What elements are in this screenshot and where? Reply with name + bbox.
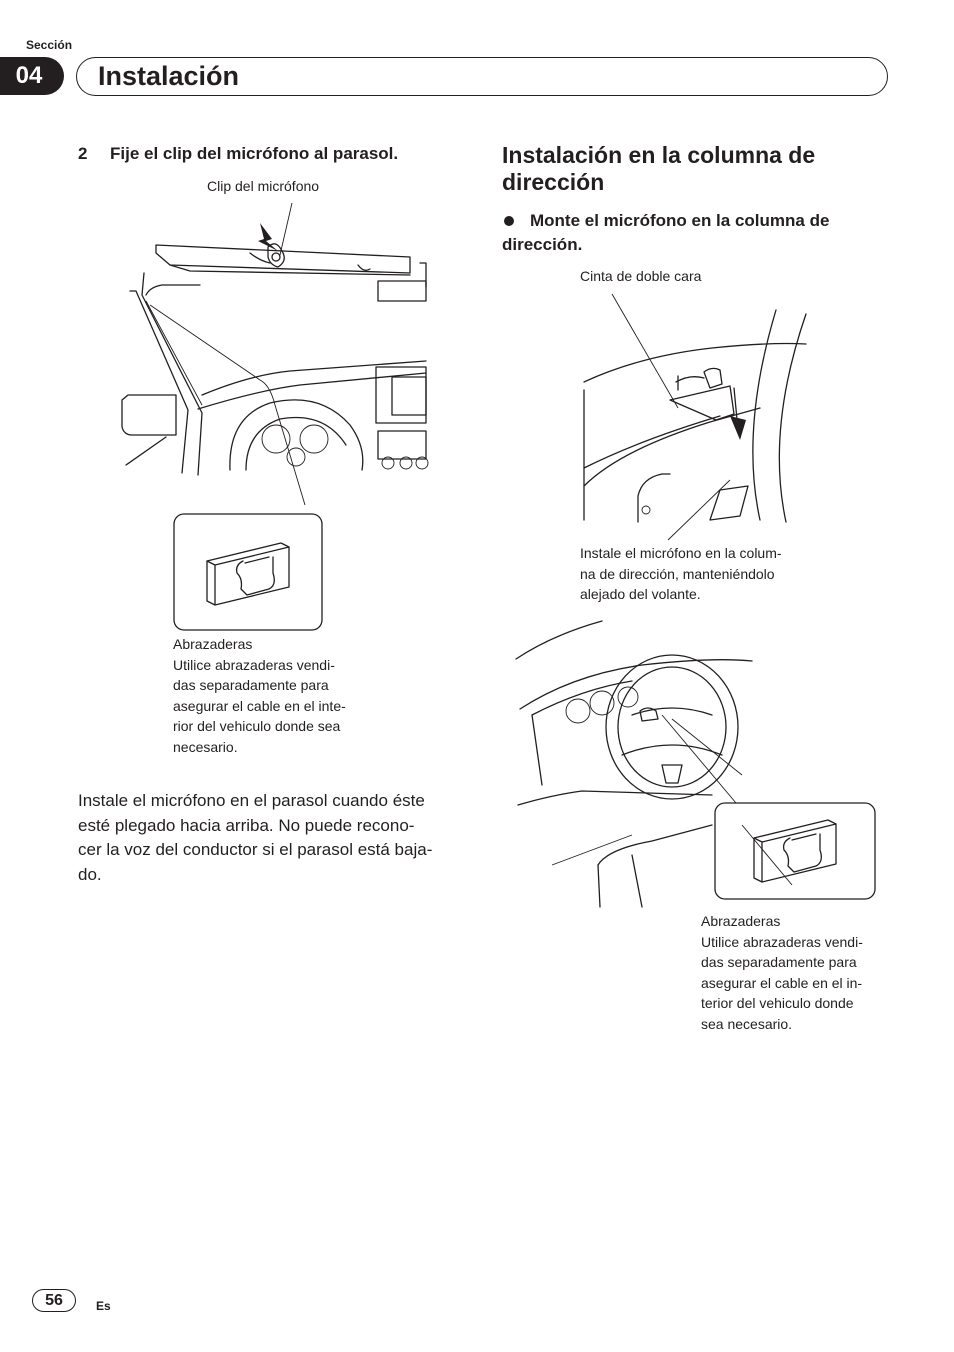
body-paragraph bbox=[78, 789, 478, 887]
clamps-line: sea necesario. bbox=[701, 1015, 793, 1032]
install-caption bbox=[580, 543, 782, 605]
step-heading bbox=[78, 144, 398, 164]
bullet-line: dirección. bbox=[502, 235, 583, 254]
clamps-line: terior del vehiculo donde bbox=[701, 995, 854, 1011]
step-text: Fije el clip del micrófono al parasol. bbox=[110, 144, 399, 163]
bullet-icon bbox=[504, 216, 514, 226]
body-line: do. bbox=[78, 864, 102, 884]
clamps-caption-right bbox=[701, 911, 863, 1034]
clamps-line: necesario. bbox=[173, 738, 238, 755]
clamps-line: rior del vehiculo donde sea bbox=[173, 718, 341, 734]
heading-line: Instalación en la columna de bbox=[502, 142, 816, 168]
clamps-line: das separadamente para bbox=[173, 677, 329, 693]
bullet-line: Monte el micrófono en la columna de bbox=[530, 211, 830, 230]
body-line: Instale el micrófono en el parasol cuando éste bbox=[78, 791, 425, 810]
section-heading bbox=[502, 142, 902, 196]
sun-visor-illustration bbox=[110, 195, 440, 485]
heading-line: dirección bbox=[502, 169, 605, 195]
steering-column-illustration bbox=[580, 290, 812, 546]
tape-caption: Cinta de doble cara bbox=[580, 268, 702, 284]
step-number: 2 bbox=[78, 144, 88, 163]
page-number: 56 bbox=[32, 1289, 76, 1312]
clip-caption: Clip del micrófono bbox=[207, 178, 320, 194]
bullet-instruction bbox=[502, 209, 902, 257]
page-title: Instalación bbox=[98, 61, 240, 91]
clamps-line: Utilice abrazaderas vendi- bbox=[701, 933, 863, 950]
language-label: Es bbox=[96, 1299, 111, 1313]
install-line: Instale el micrófono en la colum- bbox=[580, 545, 782, 561]
install-line: na de dirección, manteniéndolo bbox=[580, 565, 775, 582]
section-label: Sección bbox=[26, 38, 73, 52]
clamps-title: Abrazaderas bbox=[173, 636, 253, 652]
clamps-line: Utilice abrazaderas vendi- bbox=[173, 656, 335, 673]
body-line: cer la voz del conductor si el parasol está baja- bbox=[78, 840, 433, 859]
clamps-line: asegurar el cable en el inte- bbox=[173, 697, 346, 714]
clamps-line: asegurar el cable en el in- bbox=[701, 974, 863, 991]
clamp-illustration bbox=[173, 513, 323, 631]
clamps-line: das separadamente para bbox=[701, 954, 857, 970]
body-line: esté plegado hacia arriba. No puede recono- bbox=[78, 815, 415, 835]
clamp-illustration-right bbox=[714, 802, 876, 900]
install-line: alejado del volante. bbox=[580, 586, 701, 602]
clamps-title: Abrazaderas bbox=[701, 913, 781, 929]
clamps-caption-left bbox=[173, 634, 346, 757]
section-number-badge: 04 bbox=[0, 57, 64, 95]
